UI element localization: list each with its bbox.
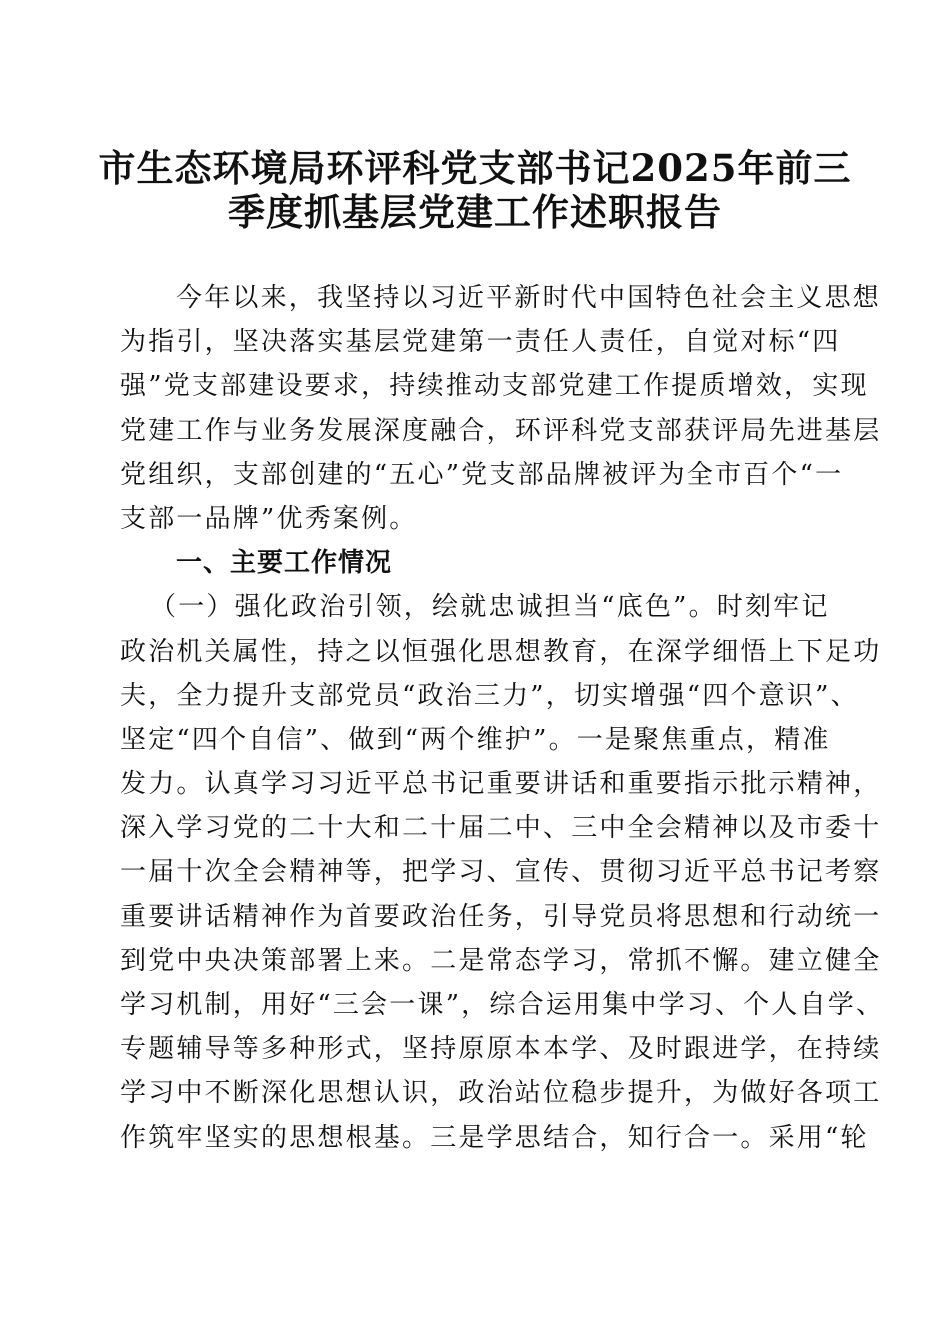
paragraph-line: 到党中央决策部署上来。二是常态学习，常抓不懈。建立健全 bbox=[120, 945, 882, 976]
document-title-line-1: 市生态环境局环评科党支部书记2025年前三 bbox=[98, 146, 852, 190]
paragraph-line: 支部一品牌”优秀案例。 bbox=[120, 503, 418, 534]
paragraph-line: 深入学习党的二十大和二十届二中、三中全会精神以及市委十 bbox=[120, 813, 882, 844]
paragraph-line: 专题辅导等多种形式，坚持原原本本学、及时跟进学，在持续 bbox=[120, 1034, 882, 1065]
paragraph-line: 今年以来，我坚持以习近平新时代中国特色社会主义思想 bbox=[176, 283, 882, 313]
paragraph-line: 夫，全力提升支部党员“政治三力”，切实增强“四个意识”、 bbox=[120, 680, 859, 711]
paragraph-line: 发力。认真学习习近平总书记重要讲话和重要指示批示精神， bbox=[120, 769, 882, 800]
paragraph-line: 学习机制，用好“三会一课”，综合运用集中学习、个人自学、 bbox=[120, 990, 885, 1020]
paragraph-line: 政治机关属性，持之以恒强化思想教育，在深学细悟上下足功 bbox=[120, 636, 882, 667]
document-title-line-2: 季度抓基层党建工作述职报告 bbox=[228, 190, 722, 234]
paragraph-line: 坚定“四个自信”、做到“两个维护”。一是聚焦重点，精准 bbox=[120, 724, 831, 755]
section-heading: 一、主要工作情况 bbox=[176, 548, 393, 579]
paragraph-line: 一届十次全会精神等，把学习、宣传、贯彻习近平总书记考察 bbox=[120, 857, 882, 888]
paragraph-line: 党组织，支部创建的“五心”党支部品牌被评为全市百个“一 bbox=[120, 459, 844, 490]
paragraph-line: （一）强化政治引领，绘就忠诚担当“底色”。时刻牢记 bbox=[150, 592, 830, 623]
document-body bbox=[120, 276, 885, 1160]
paragraph-line: 作筑牢坚实的思想根基。三是学思结合，知行合一。采用“轮 bbox=[120, 1122, 869, 1153]
paragraph-line: 为指引，坚决落实基层党建第一责任人责任，自觉对标“四 bbox=[120, 327, 841, 358]
paragraph-line: 学习中不断深化思想认识，政治站位稳步提升，为做好各项工 bbox=[120, 1078, 882, 1109]
paragraph-line: 重要讲话精神作为首要政治任务，引导党员将思想和行动统一 bbox=[120, 901, 882, 932]
paragraph-line: 强”党支部建设要求，持续推动支部党建工作提质增效，实现 bbox=[120, 371, 869, 402]
paragraph-line: 党建工作与业务发展深度融合，环评科党支部获评局先进基层 bbox=[120, 415, 882, 446]
